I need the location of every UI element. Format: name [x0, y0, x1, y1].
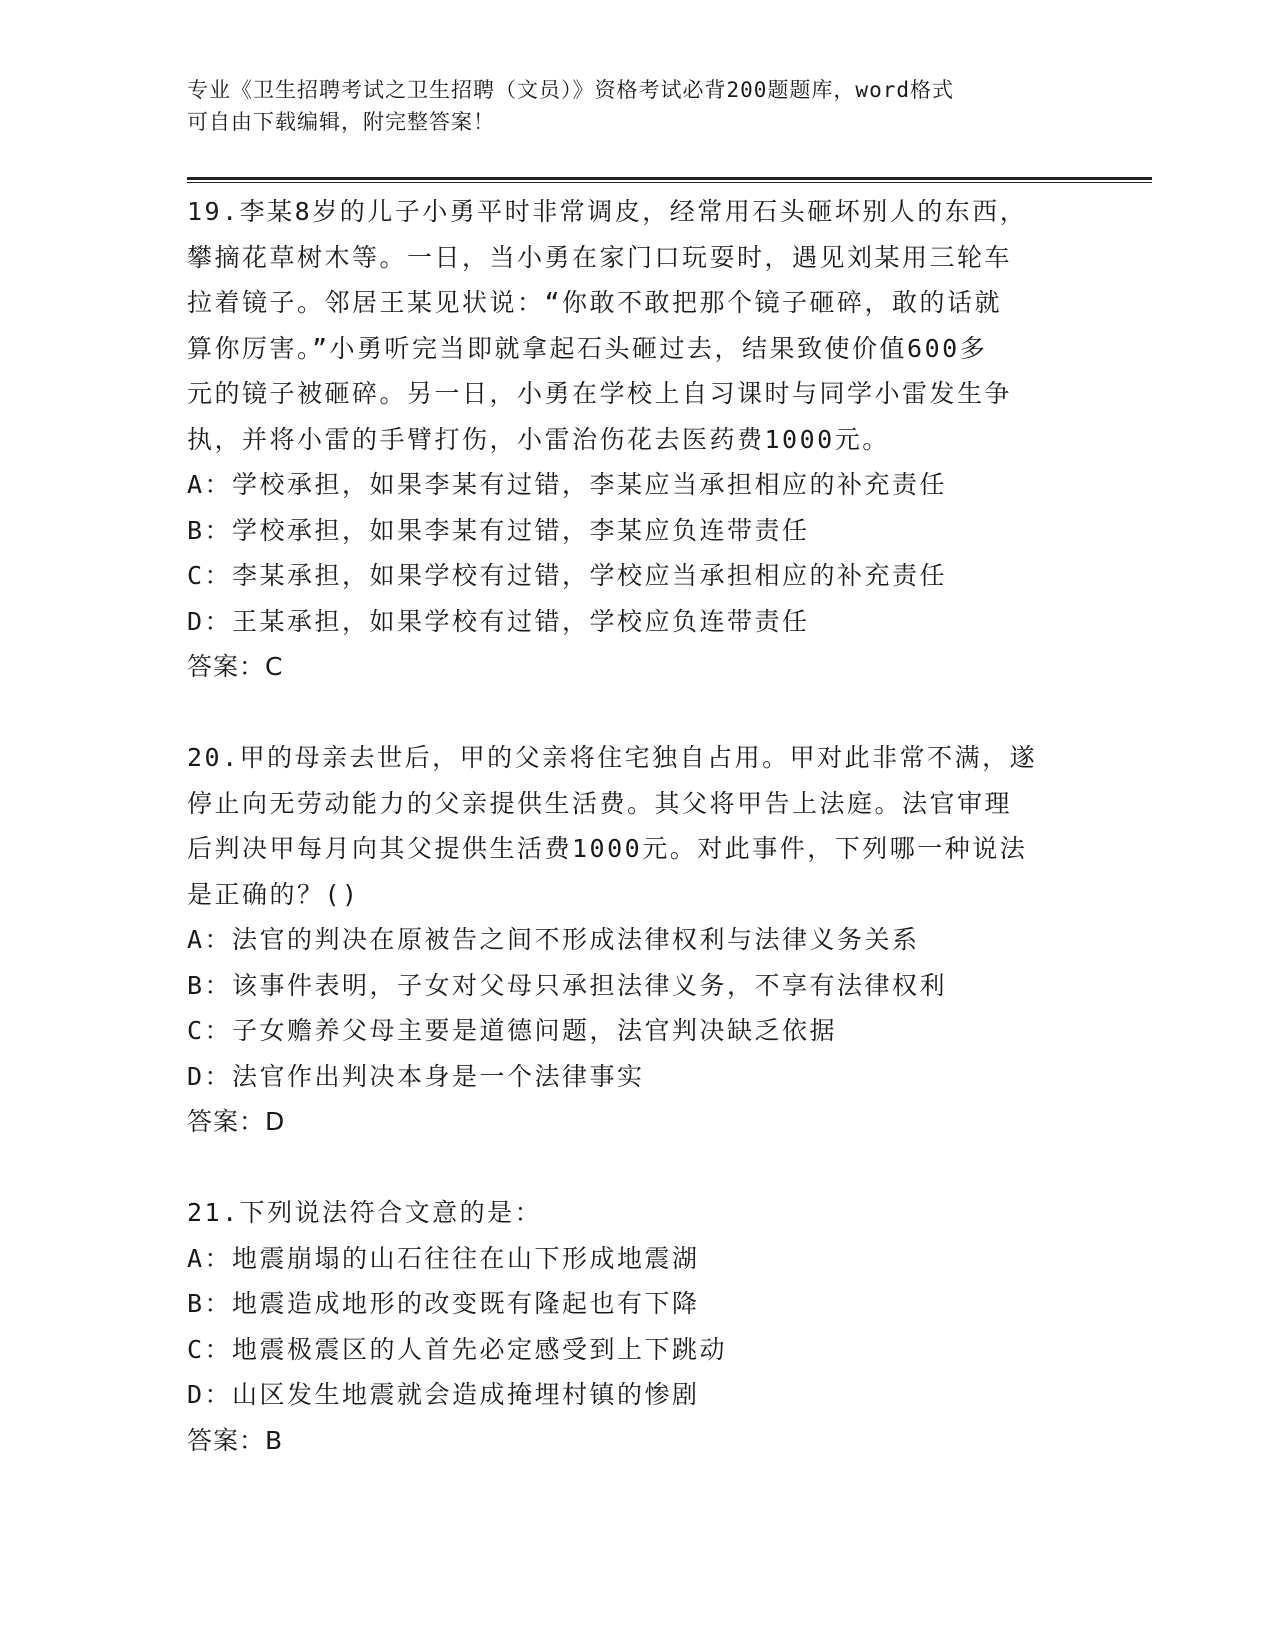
- option-b: B：该事件表明，子女对父母只承担法律义务，不享有法律权利: [187, 970, 948, 1000]
- answer-line: 答案：B: [187, 1425, 284, 1455]
- header-title-line-2: 可自由下载编辑，附完整答案！: [187, 110, 495, 134]
- option-d: D：山区发生地震就会造成掩埋村镇的惨剧: [187, 1380, 700, 1409]
- question-19: [187, 189, 1087, 690]
- document-header: [187, 74, 1087, 138]
- option-b: B：学校承担，如果李某有过错，李某应负连带责任: [187, 515, 810, 545]
- header-divider-thin: [187, 182, 1152, 183]
- question-stem-line: 后判决甲每月向其父提供生活费1000元。对此事件，下列哪一种说法: [187, 834, 1028, 863]
- question-stem-line: 19.李某8岁的儿子小勇平时非常调皮，经常用石头砸坏别人的东西，: [187, 197, 1028, 226]
- option-c: C：地震极震区的人首先必定感受到上下跳动: [187, 1334, 728, 1364]
- option-a: A：地震崩塌的山石往往在山下形成地震湖: [187, 1243, 700, 1273]
- question-stem-line: 执，并将小雷的手臂打伤，小雷治伤花去医药费1000元。: [187, 424, 890, 454]
- question-stem-line: 算你厉害。”小勇听完当即就拿起石头砸过去，结果致使价值600多: [187, 333, 988, 363]
- option-d: D：王某承担，如果学校有过错，学校应负连带责任: [187, 606, 810, 636]
- option-b: B：地震造成地形的改变既有隆起也有下降: [187, 1289, 700, 1318]
- question-stem-line: 21.下列说法符合文意的是：: [187, 1198, 543, 1227]
- option-a: A：法官的判决在原被告之间不形成法律权利与法律义务关系: [187, 925, 920, 954]
- question-stem-line: 拉着镜子。邻居王某见状说：“你敢不敢把那个镜子砸碎，敢的话就: [187, 288, 1003, 317]
- header-divider-thick: [187, 177, 1152, 180]
- question-stem-line: 20.甲的母亲去世后，甲的父亲将住宅独自占用。甲对此非常不满，遂: [187, 743, 1038, 772]
- question-stem-line: 攀摘花草树木等。一日，当小勇在家门口玩耍时，遇见刘某用三轮车: [187, 242, 1013, 272]
- answer-line: 答案：D: [187, 1107, 286, 1136]
- option-a: A：学校承担，如果李某有过错，李某应当承担相应的补充责任: [187, 470, 948, 499]
- question-21: [187, 1190, 1087, 1463]
- option-c: C：李某承担，如果学校有过错，学校应当承担相应的补充责任: [187, 561, 948, 590]
- option-c: C：子女赡养父母主要是道德问题，法官判决缺乏依据: [187, 1016, 838, 1045]
- question-stem-line: 是正确的？(): [187, 879, 360, 909]
- header-title-line-1: 专业《卫生招聘考试之卫生招聘（文员）》资格考试必背200题题库，word格式: [187, 78, 954, 102]
- question-stem-line: 元的镜子被砸碎。另一日，小勇在学校上自习课时与同学小雷发生争: [187, 379, 1013, 408]
- question-20: [187, 735, 1087, 1145]
- option-d: D：法官作出判决本身是一个法律事实: [187, 1061, 645, 1091]
- question-stem-line: 停止向无劳动能力的父亲提供生活费。其父将甲告上法庭。法官审理: [187, 788, 1013, 818]
- answer-line: 答案：C: [187, 652, 284, 681]
